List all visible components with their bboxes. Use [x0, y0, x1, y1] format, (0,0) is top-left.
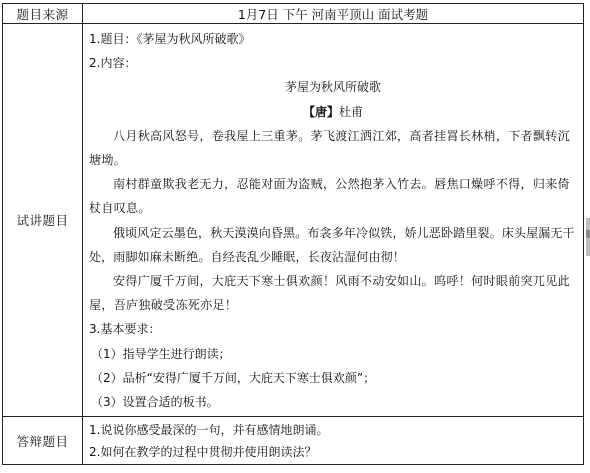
content-heading: 2.内容：	[89, 56, 137, 71]
source-label: 题目来源	[3, 4, 83, 24]
defense-question-1: 1.说说你感受最深的一句，并有感情地朗诵。	[89, 423, 329, 438]
requirement-item-2: （2）品析“安得广厦千万间，大庇天下寒士俱欢颜”；	[91, 370, 376, 385]
poem-title: 茅屋为秋风所破歌	[284, 80, 381, 95]
requirements-heading: 3.基本要求：	[89, 322, 161, 337]
poem-author	[89, 100, 577, 124]
defense-content	[83, 417, 584, 465]
lecture-row	[3, 24, 584, 417]
lecture-topic: 1.题目：《茅屋为秋风所破歌》	[89, 32, 251, 46]
defense-row	[3, 417, 584, 465]
page-edge-marker-dark	[586, 230, 590, 238]
lecture-content	[83, 24, 584, 417]
poem-dynasty: 【唐】	[302, 104, 339, 119]
lecture-label: 试讲题目	[3, 24, 83, 417]
poem-paragraph-1: 八月秋高风怒号，卷我屋上三重茅。茅飞渡江洒江郊，高者挂罥长林梢，下者飘转沉塘坳。	[89, 128, 570, 168]
source-row	[3, 4, 584, 24]
poem-author-name: 杜甫	[339, 104, 364, 119]
source-value: 1月7日 下午 河南平顶山 面试考题	[83, 4, 584, 24]
defense-question-2: 2.如何在教学的过程中贯彻并使用朗读法？	[89, 445, 317, 460]
poem-paragraph-2: 南村群童欺我老无力，忍能对面为盗贼，公然抱茅入竹去。唇焦口燥呼不得，归来倚杖自叹息。	[89, 177, 570, 216]
requirement-item-1: （1）指导学生进行朗读；	[91, 346, 231, 361]
exam-info-table	[2, 3, 584, 465]
poem-paragraph-4: 安得广厦千万间，大庇天下寒士俱欢颜！风雨不动安如山。呜呼！何时眼前突兀见此屋，吾庐独破受冻死亦足！	[89, 274, 570, 313]
defense-label: 答辩题目	[3, 417, 83, 465]
poem-paragraph-3: 俄顷风定云墨色，秋天漠漠向昏黑。布衾多年冷似铁，娇儿恶卧踏里裂。床头屋漏无干处，雨脚如麻未断绝。自经丧乱少睡眠，长夜沾湿何由彻！	[89, 225, 575, 264]
requirement-item-3: （3）设置合适的板书。	[91, 395, 219, 410]
